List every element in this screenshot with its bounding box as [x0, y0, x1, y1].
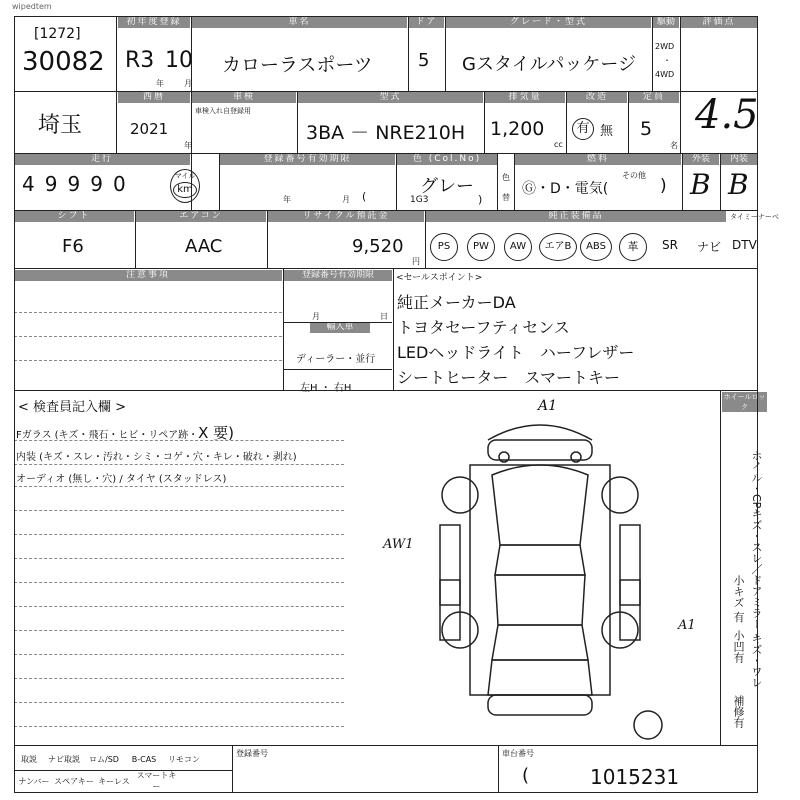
equip-pw: PW — [467, 233, 495, 261]
spare-tire — [634, 711, 662, 739]
expiry-day: 日 — [380, 312, 388, 321]
sales-points-header: <セールスポイント> — [396, 273, 483, 283]
legend-col2: 小キズ 有 — [732, 575, 745, 623]
grid-line — [680, 16, 681, 153]
year-header: 西暦 — [118, 92, 190, 103]
recycle-unit: 円 — [412, 257, 420, 266]
mileage-digits — [22, 172, 136, 196]
caution-line — [14, 336, 282, 337]
inspector-line — [14, 464, 344, 465]
displacement-header: 排気量 — [485, 92, 565, 103]
reg-year-unit: 年 — [283, 195, 291, 204]
mileage-digit: 9 — [90, 172, 113, 196]
grid-line — [408, 16, 409, 91]
grid-line — [284, 322, 392, 323]
wheel-rf — [602, 477, 638, 513]
recycle-value: 9,520 — [352, 236, 404, 257]
score-header: 評価点 — [681, 17, 757, 28]
mark-a1-side: A1 — [678, 618, 696, 633]
legend-vertical: ホイル・CPキズ・スレ／ドアミラー キズ・ワレ — [750, 450, 763, 688]
car-name-header: 車名 — [192, 17, 407, 28]
equipment-extra: タイミーナーベ — [730, 213, 779, 221]
drive-4wd: 4WD — [655, 70, 675, 79]
equip-leather: 革 — [619, 233, 647, 261]
inspector-line — [14, 486, 344, 487]
grid-line — [14, 153, 758, 154]
caution-line — [14, 312, 282, 313]
inspector-line — [14, 606, 344, 607]
drive-2wd: 2WD — [655, 42, 675, 51]
inspector-line — [14, 726, 344, 727]
car-diagram — [360, 395, 720, 745]
grid-line — [284, 369, 392, 370]
door-right-front — [620, 525, 640, 605]
grid-line — [396, 153, 397, 210]
inspector-line — [14, 678, 344, 679]
grid-line — [14, 745, 758, 746]
chassis-number: 1015231 — [590, 765, 680, 789]
import-header: 輸入車 — [310, 322, 370, 333]
color-code: 1G3 — [410, 195, 429, 205]
car-name: カローラスポーツ — [222, 54, 373, 76]
footer-label: ナビ取説 — [48, 754, 80, 764]
inspector-title: < 検査員記入欄 > — [18, 400, 127, 415]
capacity-header: 定員 — [629, 92, 679, 103]
region: 埼玉 — [38, 113, 83, 138]
door-left-front — [440, 525, 460, 605]
grid-line — [484, 91, 485, 153]
equipment-header: 純正装備品 — [426, 211, 726, 222]
grid-line — [14, 16, 15, 792]
mark-aw1: AW1 — [383, 537, 414, 552]
caution-line — [14, 360, 282, 361]
grid-line — [566, 91, 567, 153]
grid-line — [135, 210, 136, 268]
grid-line — [720, 390, 721, 745]
grid-line — [393, 268, 394, 390]
grid-line — [283, 268, 284, 390]
equip-ps: PS — [430, 233, 458, 261]
inspector-line-3: オーディオ (無し・穴) / タイヤ (スタッドレス) — [16, 474, 227, 485]
legend-col3: 小凹有 — [732, 630, 745, 663]
sales-point: 純正メーカーDA — [397, 293, 516, 312]
reg-month: 10 — [165, 48, 193, 73]
nen-label: 年 — [156, 79, 164, 88]
expiry-header: 登録番号有効期限 — [284, 270, 392, 281]
reg-header: 登録番号有効期限 — [220, 154, 395, 165]
grid-line — [498, 745, 499, 792]
wheel-lock-header: ホイールロック — [723, 393, 766, 411]
exterior-grade: B — [690, 168, 711, 201]
footer-label: スペアキー — [54, 776, 94, 786]
inspector-line — [14, 654, 344, 655]
mileage-digit: 9 — [44, 172, 68, 196]
lot-number: 30082 — [22, 47, 105, 77]
inspector-line-2: 内装 (キズ・スレ・汚れ・シミ・コゲ・穴・キレ・破れ・剥れ) — [16, 452, 297, 463]
sales-point: トヨタセーフティセンス — [397, 318, 570, 337]
color-change-1: 色 — [502, 173, 510, 182]
equip-navi: ナビ — [697, 240, 722, 254]
grid-line — [682, 153, 683, 210]
recycle-header: リサイクル預託金 — [268, 211, 424, 222]
fuel-other: その他 — [622, 171, 646, 180]
equip-dtv: DTV — [732, 238, 757, 252]
displacement: 1,200 — [490, 118, 545, 140]
doors-value: 5 — [418, 50, 430, 71]
km-unit — [170, 169, 200, 203]
sales-point: LEDヘッドライト ハーフレザー — [397, 343, 635, 362]
glass-mark: X 要) — [198, 424, 235, 442]
inspector-line — [14, 702, 344, 703]
grid-line — [14, 91, 758, 92]
reg-month-unit: 月 — [342, 195, 350, 204]
equip-abs: ABS — [580, 233, 612, 261]
form-id: wipedtem — [12, 2, 52, 11]
inspector-line — [14, 510, 344, 511]
equip-aw: AW — [504, 233, 532, 261]
remodel-no: 無 — [600, 124, 614, 139]
wheel-lf — [442, 477, 478, 513]
cc-unit: cc — [554, 140, 563, 149]
front-bumper-box — [488, 440, 592, 460]
aircon-value: AAC — [185, 236, 223, 257]
grid-line — [219, 153, 220, 210]
drive-header: 駆動 — [653, 17, 679, 28]
km-label: km — [173, 182, 197, 198]
fuel-options: Ⓖ・D・電気( — [522, 181, 609, 197]
steering-side: 左H ・ 右H — [300, 383, 352, 394]
equip-airbag: エアB — [539, 233, 577, 261]
color-name: グレー — [420, 176, 474, 197]
equip-sr: SR — [662, 238, 678, 252]
footer-label: B-CAS — [131, 754, 157, 764]
grid-line — [514, 153, 515, 210]
interior-grade: B — [728, 168, 749, 201]
doors-header: ドア — [409, 17, 444, 28]
front-bumper — [488, 425, 592, 440]
inspector-line — [14, 558, 344, 559]
year-unit: 年 — [184, 141, 192, 150]
fuel-close: ) — [660, 176, 667, 196]
grid-line — [14, 16, 758, 17]
rear-bumper — [488, 695, 592, 715]
remodel-yes: 有 — [572, 118, 594, 140]
grid-line — [14, 770, 232, 771]
mileage-digit: 9 — [67, 172, 91, 196]
chassis-prefix: ( — [522, 765, 530, 786]
model-code: 3BA － NRE210H — [306, 122, 466, 144]
inspector-line — [14, 534, 344, 535]
footer-label: リモコン — [168, 754, 200, 764]
remodel-header: 改造 — [567, 92, 627, 103]
grade-value: Gスタイルパッケージ — [462, 54, 636, 75]
inspection-note: 車検入れ自登録用 — [195, 107, 251, 115]
lot-label: [1272] — [34, 26, 81, 42]
grid-line — [267, 210, 268, 268]
exterior-header: 外装 — [683, 154, 719, 165]
grid-line — [14, 390, 758, 391]
color-paren-open: ( — [362, 190, 367, 203]
mileage-digit: 0 — [112, 172, 136, 196]
door-left-rear — [440, 580, 460, 640]
legend-col4: 補修有 — [732, 695, 745, 728]
fuel-header: 燃料 — [515, 154, 681, 165]
mileage-header: 走行 — [14, 154, 190, 165]
grid-line — [14, 268, 758, 269]
windshield — [495, 545, 585, 575]
inspection-header: 車検 — [192, 92, 296, 103]
color-change-2: 替 — [502, 193, 510, 202]
grid-line — [14, 210, 758, 211]
trunk — [488, 660, 592, 695]
color-header: 色 (Col.No) — [397, 154, 497, 165]
shift-value: F6 — [62, 236, 84, 257]
grid-line — [445, 16, 446, 91]
hood — [492, 465, 588, 545]
glass-text: Fガラス (キズ・飛石・ヒビ・リペア跡・ — [16, 430, 199, 441]
year-ad: 2021 — [130, 120, 169, 138]
first-reg-header: 初年度登録 — [118, 17, 190, 28]
chassis-label: 車台番号 — [502, 749, 534, 758]
sales-point: シートヒーター スマートキー — [397, 368, 621, 387]
grid-line — [191, 16, 192, 210]
capacity-unit: 名 — [670, 141, 678, 150]
footer-label: ロム/SD — [89, 754, 119, 764]
grid-line — [652, 16, 653, 91]
grid-line — [720, 153, 721, 210]
reg-number-label: 登録番号 — [236, 749, 268, 758]
grid-line — [232, 745, 233, 792]
capacity: 5 — [640, 118, 653, 140]
footer-label: キーレス — [98, 776, 130, 786]
aircon-header: エアコン — [136, 211, 266, 222]
inspector-line — [14, 630, 344, 631]
dealer-parallel: ディーラー・並行 — [296, 354, 376, 365]
grid-line — [628, 91, 629, 153]
shift-header: シフト — [14, 211, 134, 222]
drive-dot: ・ — [663, 56, 671, 65]
grade-header: グレード・型式 — [446, 17, 651, 28]
grid-line — [757, 16, 758, 792]
grid-line — [297, 91, 298, 153]
inspector-line — [14, 440, 344, 441]
expiry-month: 月 — [312, 312, 320, 321]
grid-line — [116, 16, 117, 153]
grid-line — [497, 153, 498, 210]
model-header: 型式 — [298, 92, 483, 103]
footer-label: 取説 — [21, 754, 37, 764]
score-value: 4.5 — [695, 92, 759, 138]
interior-header: 内装 — [721, 154, 757, 165]
gatsu-label: 月 — [184, 79, 192, 88]
grid-line — [14, 792, 758, 793]
mark-a1-top: A1 — [538, 398, 558, 414]
roof — [495, 575, 585, 625]
rear-window — [492, 625, 588, 660]
mile-label: マイル — [174, 172, 196, 180]
inspector-line — [14, 582, 344, 583]
footer-label: スマートキー — [136, 771, 177, 791]
era: R3 — [125, 48, 155, 73]
color-paren-close: ) — [478, 193, 483, 206]
sales-points — [397, 290, 634, 390]
grid-line — [425, 210, 426, 268]
footer-label: ナンバー — [18, 776, 50, 786]
mileage-digit: 4 — [22, 172, 45, 196]
caution-header: 注意事項 — [14, 270, 282, 281]
door-right-rear — [620, 580, 640, 640]
